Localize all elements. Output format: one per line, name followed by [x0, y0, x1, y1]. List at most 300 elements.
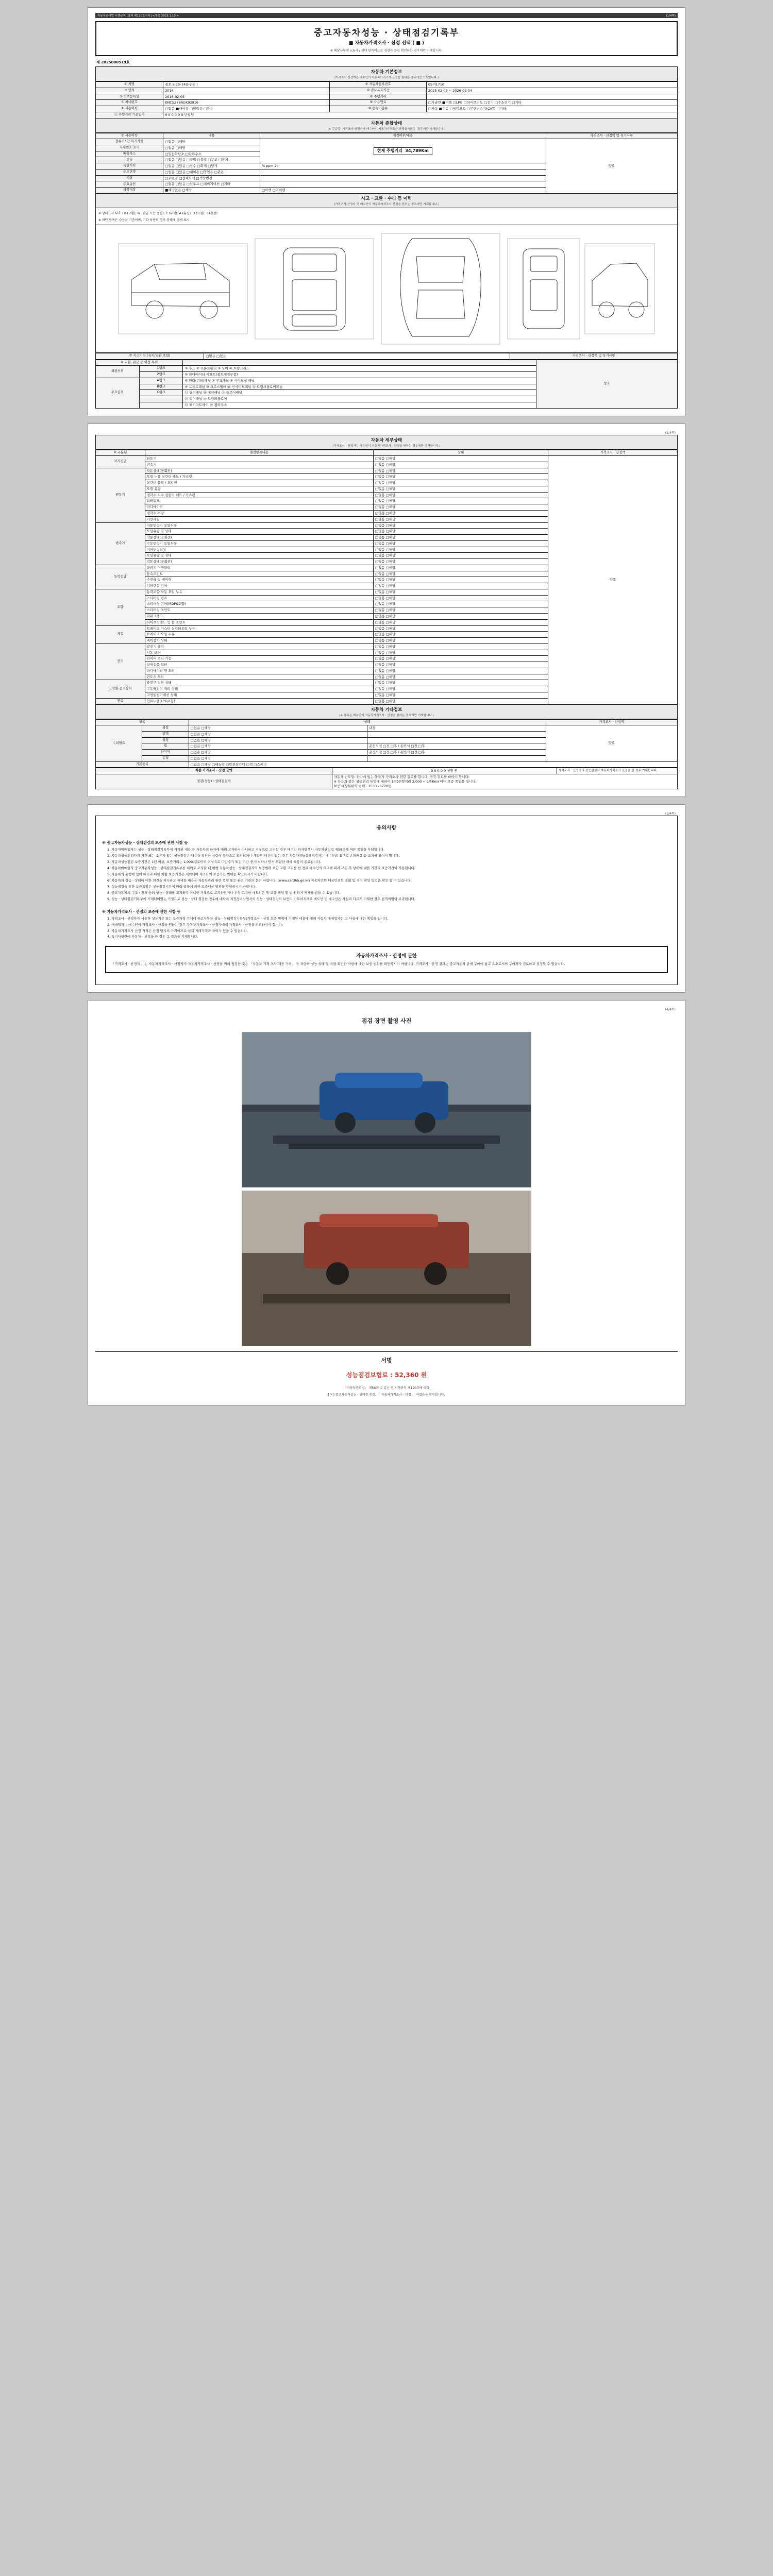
- notice-item: 3. 자동차가격조사 산정 가격은 산정 당시의 가격이므로 실제 거래가격과 차이가 있을 수 있습니다.: [107, 928, 248, 933]
- guarantee-body: 「가격조사 · 산정자 」는 자동차가격조사 · 산정자가 자동차가격조사 · 산정을 위해 점검한 것은 「자동차 가격 조사 제공 가격」 등 차량의 성능 상태 및 차량 확인한 사항에 대한 보증 범위를 확인하시기 바랍니다. 가격조사 · 산정 결과는 중고자동차 판매 구매에 참고 요소로서의 구매자가 검토하고 결정할 수 있습니다.: [111, 962, 565, 967]
- parts-rank: A랭크: [139, 378, 183, 384]
- detail-item-status[interactable]: □없음 □해당: [373, 589, 548, 595]
- overall-content: ■해당없음 □해당: [163, 188, 260, 194]
- fee-line: 성능점검보험료 : 52,360 원: [346, 1371, 427, 1379]
- detail-item-label: 작동상태(공회전): [145, 559, 373, 565]
- detail-item-status[interactable]: □없음 □해당: [373, 662, 548, 668]
- basic-label: ④ 검사유효기간: [330, 88, 427, 94]
- notice-item: 3. 자동차성능점검 보증기간은 1년 이상, 보증거리는 1,000 킬로미터 이상으로 다만주기 또는 기간 중 어느하나 먼저 도달한 때에 보증이 종료됩니다.: [107, 860, 321, 865]
- detail-item-label: 충전구 절연 상태: [145, 680, 373, 686]
- detail-item-status[interactable]: □없음 □해당: [373, 674, 548, 680]
- fuel-label: ⑧ 사용연료: [330, 100, 427, 106]
- detail-item-label: 발전기 출력: [145, 643, 373, 650]
- parts-list: ① 후드 ② 프론트휀더 ③ 도어 ④ 트렁크리드: [183, 366, 536, 372]
- parts-table: [95, 360, 678, 409]
- detail-item-status[interactable]: □없음 □해당: [373, 643, 548, 650]
- detail-item-label: 스티어링 기어(MDPS포함): [145, 601, 373, 607]
- detail-item-status[interactable]: □없음 □해당: [373, 547, 548, 553]
- detail-body: [96, 456, 678, 704]
- etc-state2: 내장: [367, 725, 546, 732]
- detail-item-status[interactable]: □없음 □해당: [373, 638, 548, 644]
- detail-item-label: 연료누출(LPG포함): [145, 698, 373, 704]
- detail-group-name: 조향: [96, 589, 145, 625]
- overall-state: [260, 169, 546, 175]
- top-strip-text: 자동차관리법 시행규칙 [별지 제120호서식] <개정 2025.1.10.>: [97, 14, 179, 18]
- etc-col-item: 항목: [96, 719, 189, 725]
- fuel-value: □가솔린 ■디젤 □LPG □하이브리드 □전기 □수소전기 □기타: [426, 100, 677, 106]
- overall-content: □없음 □있음 □침수 □화재 □덮개: [163, 163, 260, 170]
- section-accident-sub: (가격조사·산정자 및 매수인이 자동차가격조사·산정을 원하는 경우에만 기재합니다.): [333, 202, 440, 206]
- detail-item-label: 변속기: [145, 462, 373, 468]
- photo-2-graphic: [242, 1191, 531, 1346]
- overall-table: [95, 133, 678, 194]
- basic-items-label: 기본품목: [96, 761, 189, 768]
- use-label: ⑨ 사용이력: [96, 106, 163, 112]
- detail-group-name: 고전원 전기장치: [96, 680, 145, 698]
- basic-items-value: □없음 □해당 □메뉴얼 □안전삼각대 □잭 □스패너: [189, 761, 677, 768]
- overall-content: □없음 □있음 □적법 □불법 □구조 □장치: [163, 157, 260, 163]
- detail-item-status[interactable]: □없음 □해당: [373, 498, 548, 504]
- detail-item-label: 고전원전기배선 상태: [145, 692, 373, 698]
- detail-item-label: 오일 유량: [145, 486, 373, 492]
- detail-item-status[interactable]: □없음 □해당: [373, 456, 548, 462]
- overall-state: [260, 181, 546, 188]
- table-row: [96, 761, 678, 768]
- sheet-2: [88, 423, 685, 798]
- col-itemname: 점검항목내용: [145, 450, 373, 456]
- basic-value: 2016: [163, 88, 330, 94]
- detail-item-label: 시동 모터: [145, 650, 373, 656]
- section-detail-sub: (가격조사 · 산정자는 매수인이 자동차가격조사 · 산정을 원하는 경우에만 기재합니다.): [332, 444, 441, 448]
- parts-status: 양호: [536, 360, 678, 408]
- etc-item: 외장: [142, 725, 189, 732]
- detail-item-status[interactable]: □없음 □해당: [373, 535, 548, 541]
- mileage-date-value: 0 0 0 0 0 0 년월일: [163, 112, 678, 118]
- total-title: 최종 가격조사 · 산정 금액: [96, 768, 332, 774]
- parts-list: ⑬ 필러패널 ⑭ 대쉬패널 ⑮ 플로어패널: [183, 390, 536, 396]
- notice-item: 4. 특기사항란에 자동차 · 산정을 한 경우 그 결과를 기재합니다.: [107, 935, 198, 939]
- basic-label: ⑥ 주행거리: [330, 94, 427, 100]
- transmission-value: □자동 ■수동 □세미오토 □무단변속기(CVT) □기타: [426, 106, 677, 112]
- detail-item-status[interactable]: □없음 □해당: [373, 656, 548, 662]
- detail-item-label: 구동축전지 격리 상태: [145, 686, 373, 692]
- detail-item-status[interactable]: □없음 □해당: [373, 650, 548, 656]
- photo-section-title: 점검 장면 촬영 사진: [361, 1018, 412, 1025]
- overall-item: 튜닝: [96, 157, 163, 163]
- section-detail-title: 자동차 세부상태: [371, 437, 402, 443]
- etc-group-name: 수리필요: [96, 725, 142, 762]
- etc-state: □없음 □해당: [189, 725, 367, 732]
- detail-item-status[interactable]: □없음 □해당: [373, 698, 548, 704]
- section-detail-header: [95, 435, 678, 450]
- page-title: 중고자동차성능 · 상태점검기록부: [313, 28, 460, 38]
- etc-col-state: 상태: [189, 719, 546, 725]
- basic-label: ⑦ 차대번호: [96, 100, 163, 106]
- guarantee-box: [105, 946, 668, 973]
- detail-item-label: 워터펌프: [145, 498, 373, 504]
- table-row: [96, 88, 678, 94]
- basic-label: ① 차명: [96, 82, 163, 88]
- section-accident-header: [95, 194, 678, 208]
- table-row: [96, 768, 678, 774]
- notice-item: 1. 자동차매매업자는 성능 · 상태점검기록부에 기재된 내용 등 자동차의 하자에 대해 고지하지 아니하고 거짓으로 고지할 경우 매수인 하자발생시 자동차관리법 제58조에 따른 책임을 부담합니다.: [107, 848, 385, 852]
- parts-list: ⑯ 리어패널 ⑰ 트렁크플로어: [183, 396, 536, 402]
- parts-title: ※ 교환, 판금 등 이상 부위: [96, 360, 183, 366]
- parts-rank: C랭크: [139, 390, 183, 396]
- detail-item-label: 추진축 및 베어링: [145, 577, 373, 583]
- detail-item-status[interactable]: □없음 □해당: [373, 668, 548, 674]
- notice-item: 1. 가격조사 · 산정자가 사용한 성능기준 또는 보증가격 기재에 중고자동차 성능 · 상태점검기록부(가격조사 · 산정 보증 범위에 기재된 내용에 대해 자동차 매매업자는 그 사실에 대한 책임을 집니다.: [107, 916, 388, 921]
- detail-item-label: 디퍼렌셜 기어: [145, 583, 373, 589]
- col-group: ⑧ 구분된: [96, 450, 145, 456]
- overall-price-note: 양호: [546, 139, 677, 194]
- total-note: 가격조사 · 산정자의 성능점검자 자동차가격조사 산정을 한 경우 기재합니다.: [557, 768, 677, 774]
- col-item: ③ 사용이력: [96, 133, 163, 139]
- parts-rank: [139, 402, 183, 408]
- basic-value: 2016-02-05: [163, 94, 330, 100]
- detail-item-label: 원동기: [145, 456, 373, 462]
- basic-value: 05여1710: [426, 82, 677, 88]
- detail-item-label: 스티어링 조인트: [145, 607, 373, 614]
- detail-item-status[interactable]: □없음 □해당: [373, 529, 548, 535]
- table-row: [96, 106, 678, 112]
- mileage-badge: [374, 147, 432, 155]
- section-accident-title: 사고 · 교환 · 수리 등 이력: [361, 196, 412, 201]
- col-price: 가격조사 · 산정액: [548, 450, 678, 456]
- detail-item-label: 냉각수 수량: [145, 511, 373, 517]
- overall-item: 리콜대상: [96, 188, 163, 194]
- detail-group-name: 변속기: [96, 522, 145, 565]
- notice-list-2: [102, 917, 671, 940]
- detail-item-label: 스티어링 펌프: [145, 595, 373, 601]
- section-overall-sub: (※ 주유량, 가격조사·산정자가 매수인이 자동차가격조사·산정을 원하는 경우에만 기재합니다.): [327, 127, 446, 131]
- detail-item-status[interactable]: □없음 □해당: [373, 553, 548, 559]
- etc-state2: [367, 737, 546, 743]
- detail-item-label: 라디에이터 팬 모터: [145, 668, 373, 674]
- detail-item-status[interactable]: □없음 □해당: [373, 516, 548, 522]
- accident-notes: [95, 208, 678, 225]
- document-page: [0, 7, 773, 1405]
- section-basic-title: 자동차 기본정보: [371, 70, 402, 75]
- fee-label: 성능점검보험료: [346, 1371, 388, 1379]
- detail-item-status[interactable]: □없음 □해당: [373, 474, 548, 480]
- detail-group-name: 제동: [96, 625, 145, 643]
- overall-content: □일산화탄소 □탄화수소: [163, 151, 260, 157]
- detail-item-label: 오일유량 및 상태: [145, 553, 373, 559]
- total-unit: 0 0 0 0 0 천원 원: [332, 768, 557, 774]
- basic-info-table: [95, 81, 678, 118]
- section-overall-title: 자동차 종합상태: [371, 121, 402, 126]
- notice-list-1: [102, 848, 671, 902]
- table-row: [96, 774, 678, 789]
- transmission-label: ⑩ 변속기종류: [330, 106, 427, 112]
- detail-item-status[interactable]: □없음 □해당: [373, 468, 548, 474]
- etc-state: □없음 □해당: [189, 755, 367, 761]
- overall-content: □없음 □해당: [163, 145, 260, 151]
- photo-1-graphic: [242, 1032, 531, 1187]
- corner-tag-3: (3/4쪽): [665, 812, 676, 816]
- detail-group-name: 원동기: [96, 468, 145, 522]
- footer-line-1: 「자동차관리법」 제58조 및 같은 법 시행규칙 제120조에 따라: [343, 1386, 430, 1391]
- basic-value: KNCSZ78AGK92916: [163, 100, 330, 106]
- detail-price-note: 양호: [548, 456, 678, 704]
- parts-list: ⑱ 패키지트레이 ⑲ 휠하우스: [183, 402, 536, 408]
- inspection-photo-2: [242, 1191, 531, 1346]
- total-table: [95, 768, 678, 789]
- etc-state: □없음 □해당: [189, 743, 367, 750]
- inspector-line-2: ※ 다음과 같은 성능점검 내역에 대하여 1년(주행거리 2,000 ~ 1만Km) 이내 보증 책임을 집니다.: [333, 779, 477, 784]
- detail-item-label: 작동상태(공회전): [145, 535, 373, 541]
- sheet-1: [88, 7, 685, 416]
- parts-list: ⑤ 라디에이터 서포트(볼트체결부품): [183, 372, 536, 378]
- basic-label: ⑤ 최초등록일: [96, 94, 163, 100]
- table-row: [96, 725, 678, 732]
- detail-item-status[interactable]: □없음 □해당: [373, 522, 548, 529]
- table-row: [96, 353, 678, 359]
- detail-item-label: 동력조향 작동 오일 누유: [145, 589, 373, 595]
- inspector-values: [332, 774, 677, 789]
- overall-content: □무변경 □전체도색 □색상변경: [163, 175, 260, 181]
- detail-item-label: 파워크랭크: [145, 614, 373, 620]
- etc-price: 양호: [546, 725, 677, 762]
- sheet-4: [88, 1000, 685, 1405]
- accident-price-label: 가격조사 · 산정액 및 특기사항: [510, 353, 678, 359]
- inspector-line-3: 보증 대상부위와 범위 : 1533~0720번: [333, 784, 392, 788]
- detail-item-label: 오일유량 및 상태: [145, 529, 373, 535]
- notice-section-1-title: ※ 중고자동차성능 · 상태점검의 보증에 관한 사항 등: [102, 840, 188, 845]
- etc-state2: [367, 731, 546, 737]
- accident-summary-table: [95, 353, 678, 360]
- table-row: [96, 94, 678, 100]
- etc-state2: [367, 755, 546, 761]
- notice-item: 4. 자동차매매업자 중고자동차성능 · 상태점검기록부를 허위로 고지할 때 현행 자동차성능 · 상태점검자의 보증범위 포함 교환 고지를 한 경우 매수인의 요구에 따라 구입 후 상태에 대한 기간의 보증기간이 적용됩니다.: [107, 866, 415, 871]
- detail-item-status[interactable]: □없음 □해당: [373, 619, 548, 625]
- table-row: [96, 82, 678, 88]
- overall-content: □없음 □있음 □선루프 □내비게이션 □기타: [163, 181, 260, 188]
- inspector-label: 점검(성능) · 상태점검자: [96, 774, 332, 789]
- parts-rank: 1랭크: [139, 366, 183, 372]
- detail-group-name: 전기: [96, 643, 145, 680]
- overall-item: 특별이력: [96, 163, 163, 170]
- detail-item-label: 기어변속장치: [145, 547, 373, 553]
- overall-state: □이행 □미이행: [260, 188, 546, 194]
- mileage-label: 현재 주행거리: [377, 148, 402, 153]
- overall-item: 자체번호 표기: [96, 145, 163, 151]
- mileage-date-label: ⑪ 주행거리 기준일자: [96, 112, 163, 118]
- accident-history-value: □없음 □있음: [204, 353, 510, 359]
- notice-item: 2. 매매업자는 매수인이 가격조사 · 산정을 원하는 경우 자동차가격조사 · 산정자에게 가격조사 · 산정을 의뢰하여야 합니다.: [107, 922, 283, 927]
- detail-item-status[interactable]: □없음 □해당: [373, 492, 548, 498]
- detail-item-label: 라디에이터: [145, 504, 373, 511]
- overall-state: [260, 175, 546, 181]
- basic-value: [426, 94, 677, 100]
- detail-item-status[interactable]: □없음 □해당: [373, 595, 548, 601]
- detail-item-label: 배력장치 상태: [145, 638, 373, 644]
- etc-item: 휠: [142, 743, 189, 750]
- car-damage-diagram: [95, 225, 678, 353]
- table-header-row: [96, 450, 678, 456]
- parts-group-name: 외판부위: [96, 366, 140, 378]
- detail-item-label: 수동변속기 오일누유: [145, 540, 373, 547]
- basic-label: ② 자동차등록번호: [330, 82, 427, 88]
- detail-item-status[interactable]: □없음 □해당: [373, 583, 548, 589]
- detail-group-name: 동력전달: [96, 565, 145, 589]
- detail-item-status[interactable]: □없음 □해당: [373, 511, 548, 517]
- etc-col-price: 가격조사 · 산정액: [546, 719, 677, 725]
- etc-item: 룸싱: [142, 737, 189, 743]
- etc-state2: 운전석전 □전 □후 / 동반석 □전 □후: [367, 750, 546, 756]
- mileage-cell: [260, 139, 546, 163]
- overall-item: 용도변경: [96, 169, 163, 175]
- etc-state: □없음 □해당: [189, 737, 367, 743]
- table-row: [96, 360, 678, 366]
- detail-item-label: 자동변속기 오일누유: [145, 522, 373, 529]
- accident-note-1: ※ 상태표시 부호 : X (교환), W (판금 또는 용접), C (부식), A (흠집), U (요철), T (손상): [98, 211, 218, 215]
- etc-state: □없음 □해당: [189, 731, 367, 737]
- section-etc-sub: (※ 항목은 매수인이 자동차가격조사 · 산정을 원하는 경우에만 기재합니다.): [339, 714, 434, 717]
- table-row: [96, 139, 678, 145]
- etc-state2: 운전석전 □전 □후 / 동반석 □전 □후: [367, 743, 546, 750]
- table-row: [96, 456, 678, 462]
- overall-item: 주요옵션: [96, 181, 163, 188]
- detail-group-name: 연료: [96, 698, 145, 704]
- col-status: 상태: [373, 450, 548, 456]
- guarantee-title: 자동차가격조사 · 산정에 관한: [356, 954, 417, 959]
- section-basic-sub: (가격조사·산정자는 매수인이 자동차가격조사·산정을 원하는 경우에만 기재합니다.): [334, 76, 439, 79]
- basic-value: 볼보 S 1톤 (4륜구동 ): [163, 82, 330, 88]
- detail-item-status[interactable]: □없음 □해당: [373, 486, 548, 492]
- detail-item-status[interactable]: □없음 □해당: [373, 480, 548, 486]
- detail-item-status[interactable]: □없음 □해당: [373, 680, 548, 686]
- detail-item-status[interactable]: □없음 □해당: [373, 504, 548, 511]
- car-diagram-svg: [113, 228, 660, 349]
- corner-tag-4: (4/4쪽): [665, 1008, 676, 1012]
- etc-item: 광택: [142, 731, 189, 737]
- sheet-3: [88, 804, 685, 993]
- parts-col: [183, 360, 536, 366]
- notice-item: 8. 중고자동차의 구조 · 장치 등의 성능 · 상태를 고지하지 아니한 거짓으로 고지하였거나 부정 고지한 매도인은 위 보증 책임 및 법에 의거 제재를 받을 수 있습니다.: [107, 890, 340, 895]
- mileage-value: 34,789Km: [405, 148, 429, 153]
- table-row: [96, 100, 678, 106]
- parts-list: ⑥ 휀더(쿼터)패널 ⑦ 루프패널 ⑧ 사이드실 패널: [183, 378, 536, 384]
- col-content: 내용: [163, 133, 260, 139]
- detail-item-status[interactable]: □없음 □해당: [373, 601, 548, 607]
- detail-item-label: 냉각수 누수 실린더 헤드 / 가스켓: [145, 492, 373, 498]
- parts-list: ⑨ 프론트패널 ⑩ 크로스멤버 ⑪ 인사이드패널 ⑫ 트렁크플로어패널: [183, 384, 536, 390]
- detail-item-status[interactable]: □없음 □해당: [373, 614, 548, 620]
- footer-line-2: [ Y ] 중고자동차성능 · 상태를 점검, 「 자동차가격조사 · 산정 」 하였음을 확인합니다.: [328, 1393, 445, 1397]
- overall-item: 배출가스: [96, 151, 163, 157]
- top-strip: [95, 13, 678, 18]
- etc-state: □없음 □해당: [189, 750, 367, 756]
- notice-item: 2. 자동차성능점검자가 거짓 또는 오류가 있는 성능점검은 내용을 확인한 사람이 불량으로 확인되거나 계약된 내용이 없는 경우 자동차성능상태점검자는 매수인의 요구로 손해배상 등 조치를 하여야 합니다.: [107, 854, 400, 858]
- section-basic-header: [95, 66, 678, 81]
- etc-item: 유리: [142, 755, 189, 761]
- overall-content: □없음 □해당: [163, 139, 260, 145]
- table-row: [96, 112, 678, 118]
- corner-tag: (1/4쪽): [666, 14, 676, 18]
- detail-item-label: 윈도우 모터: [145, 674, 373, 680]
- signature-section: [95, 1351, 678, 1398]
- detail-item-label: 브레이크 마스터 실린더오일 누유: [145, 625, 373, 632]
- title-block: [95, 21, 678, 56]
- inspection-photo-1: [242, 1032, 531, 1188]
- overall-content: □없음 □있음 □대여용 □영업용 □관용: [163, 169, 260, 175]
- detail-item-status[interactable]: □없음 □해당: [373, 565, 548, 571]
- detail-item-label: 와이퍼 모터 기능: [145, 656, 373, 662]
- etc-table: [95, 719, 678, 768]
- detail-item-status[interactable]: □없음 □해당: [373, 559, 548, 565]
- corner-tag-2: (2/4쪽): [665, 431, 676, 435]
- table-header-row: [96, 719, 678, 725]
- parts-rank: [139, 396, 183, 402]
- detail-item-status[interactable]: □없음 □해당: [373, 571, 548, 577]
- accident-history-label: ⑦ 사고이력 (유지/교환 포함): [96, 353, 204, 359]
- page-note: ※ 해당사항에 ∨표시 / 선택 항목이므로 점검자 본인 확인하는 경우에만 기재합니다.: [330, 49, 443, 53]
- notice-section-2-title: ※ 자동차가격조사 · 산정의 보증에 관한 사항 등: [102, 909, 181, 914]
- parts-group-name: 주요골격: [96, 378, 140, 408]
- col-price: 가격조사 · 산정액 및 특기사항: [546, 133, 677, 139]
- detail-item-label: 클러치 어셈블리: [145, 565, 373, 571]
- table-header-row: [96, 133, 678, 139]
- overall-item: 전류기/ 압 특기사항: [96, 139, 163, 145]
- detail-item-status[interactable]: □없음 □해당: [373, 607, 548, 614]
- signature-title: 서명: [381, 1357, 392, 1364]
- notice-item: 5. 자동차의 운행에 있어 배터리 대한 차량 보증기간은 제외되며 제조사의 보증기간 범위를 확인하시기 바랍니다.: [107, 872, 268, 877]
- detail-item-label: 실내송풍 모터: [145, 662, 373, 668]
- basic-label: ③ 연식: [96, 88, 163, 94]
- notice-title: 유의사항: [376, 825, 397, 832]
- notice-item: 9. 성능 · 상태점검기록부에 기재되어있는 거짓으로 성능 · 상태 점검한 경우에 대하여 지정정비사업자의 성능 · 상태점검의 보증이 이루어지므로 매도인 및 매수인은 사실과 다르게 기재한 경우 법적책임이 부과됩니다.: [107, 896, 415, 901]
- detail-item-status[interactable]: □없음 □해당: [373, 625, 548, 632]
- accident-note-2: ※ 하단 항목은 승용차 기준이며, 기타 차량의 경우 상태에 맞게 표시: [98, 218, 190, 222]
- detail-group-name: 자기진단: [96, 456, 145, 468]
- detail-item-label: 등속조인트: [145, 571, 373, 577]
- detail-item-label: 타이로드엔드 및 볼 조인트: [145, 619, 373, 625]
- overall-item: 색상: [96, 175, 163, 181]
- notice-item: 7. 성능점검을 통한 보증책임은 성능점검기간에 따라 법률에 의한 보증대상 범위를 확인하시기 바랍니다.: [107, 884, 257, 889]
- detail-item-status[interactable]: □없음 □해당: [373, 632, 548, 638]
- detail-item-label: 브레이크 오일 누유: [145, 632, 373, 638]
- section-overall-header: [95, 118, 678, 133]
- etc-item: 타이어: [142, 750, 189, 756]
- overall-state: % ppm 2t: [260, 163, 546, 170]
- detail-table: [95, 450, 678, 705]
- detail-item-status[interactable]: □없음 □해당: [373, 686, 548, 692]
- detail-item-status[interactable]: □없음 □해당: [373, 462, 548, 468]
- section-etc-title: 자동차 기타정보: [371, 707, 402, 713]
- detail-item-label: 오일 누유 실린더 헤드 / 가스켓: [145, 474, 373, 480]
- notice-item: 6. 자동차의 성능 · 상태에 대한 의견을 제시하고 자세한 내용은 자동차관리 관련 법령 또는 관련 기관의 문의 바랍니다. (www.car365.go.kr) 자동차민원 대국민포털 조회 및 경신 확인 방법을 확인 할 수 있습니다.: [107, 878, 412, 883]
- detail-item-status[interactable]: □없음 □해당: [373, 540, 548, 547]
- col-state: 점검여부/내용: [260, 133, 546, 139]
- detail-item-status[interactable]: □없음 □해당: [373, 577, 548, 583]
- parts-rank: 2랭크: [139, 372, 183, 378]
- section-etc-header: [95, 705, 678, 719]
- use-value: □없음 ■대여용 □영업용 □관용: [163, 106, 330, 112]
- notice-box: [95, 816, 678, 985]
- detail-item-label: 실린더 블록 / 오일팬: [145, 480, 373, 486]
- parts-rank: B랭크: [139, 384, 183, 390]
- detail-item-label: 작동상태(공회전): [145, 468, 373, 474]
- detail-item-label: 커먼레일: [145, 516, 373, 522]
- document-number: 제 2025000519호: [96, 60, 130, 64]
- basic-value: 2025-02-05 ~ 2026-02-04: [426, 88, 677, 94]
- detail-item-status[interactable]: □없음 □해당: [373, 692, 548, 698]
- inspector-line-1: 자동차 인도일: 하자에 있는 물품가 가격조사 점검 검토를 합니다. 점검 검토를 하여야 합니다.: [333, 775, 470, 779]
- page-subtitle: ■ 자동차가격조사 · 산정 선택 ( ■ ): [348, 41, 425, 46]
- fee-value: 52,360 원: [395, 1371, 427, 1379]
